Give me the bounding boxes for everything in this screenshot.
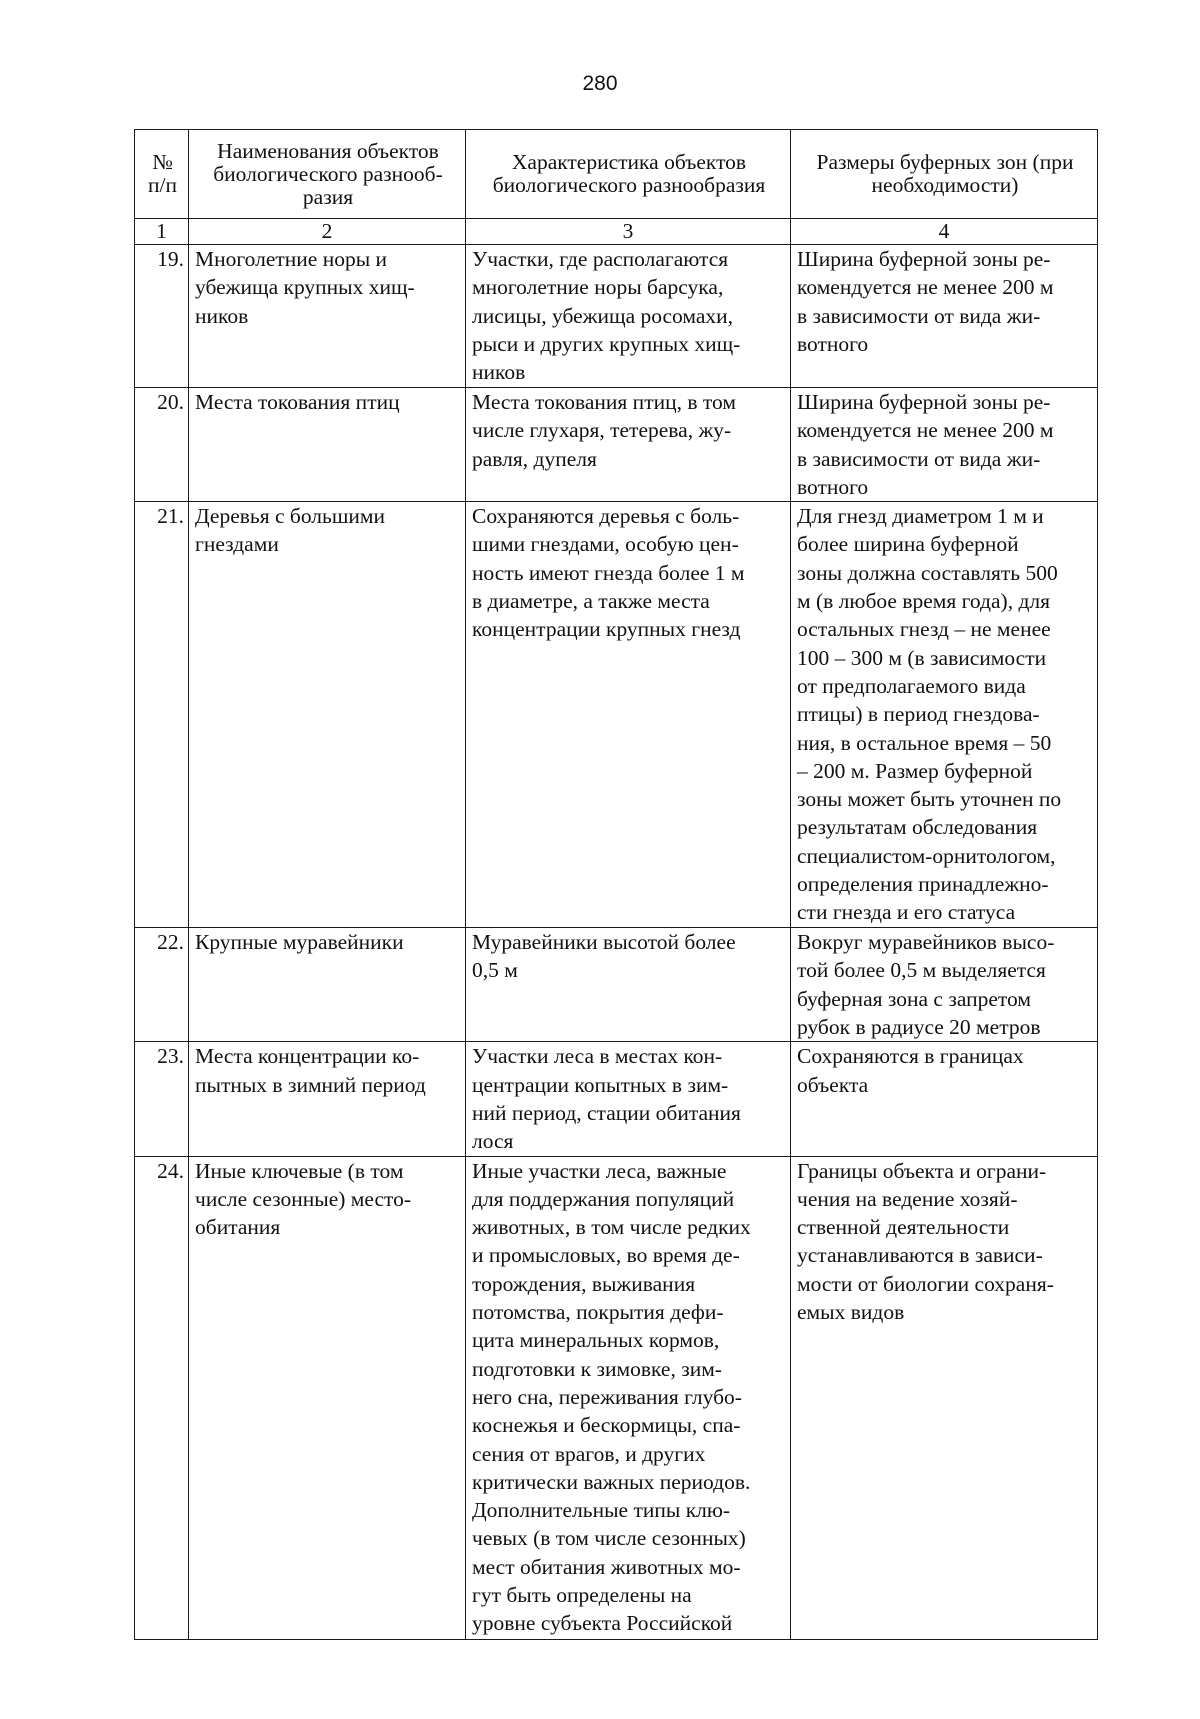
object-name: Места токования птиц [189,388,466,502]
row-number: 21. [135,502,189,928]
buffer-zone-size: Сохраняются в границах объекта [791,1042,1098,1156]
header-name: Наименования объектов биологического разнооб- разия [189,130,466,219]
row-number: 23. [135,1042,189,1156]
table-row [135,245,1098,388]
object-characteristic: Участки леса в местах кон- центрации копытных в зим- ний период, стации обитания лося [466,1042,791,1156]
row-number: 20. [135,388,189,502]
object-characteristic: Места токования птиц, в том числе глухаря, тетерева, жу- равля, дупеля [466,388,791,502]
column-number: 1 [135,219,189,245]
buffer-zone-size: Вокруг муравейников высо- той более 0,5 м выделяется буферная зона с запретом рубок в радиусе 20 метров [791,928,1098,1042]
object-name: Крупные муравейники [189,928,466,1042]
buffer-zone-size: Ширина буферной зоны ре- комендуется не менее 200 м в зависимости от вида жи- вотного [791,245,1098,388]
column-number: 2 [189,219,466,245]
row-number: 24. [135,1156,189,1639]
page-number: 280 [582,72,618,95]
row-number: 22. [135,928,189,1042]
row-number: 19. [135,245,189,388]
object-characteristic: Иные участки леса, важные для поддержания популяций животных, в том числе редких и промысловых, во время де- торождения, выживания потомства, покрытия дефи- цита минеральных кормов, подготовки к зимовке, зим- него сна, переживания глубо- коснежья и бескормицы, спа- сения от врагов, и других критически важных периодов. Дополнительные типы клю- чевых (в том числе сезонных) мест обитания животных мо- гут быть определены на уровне субъекта Российской [466,1156,791,1639]
object-name: Деревья с большими гнездами [189,502,466,928]
column-number: 4 [791,219,1098,245]
buffer-zone-size: Для гнезд диаметром 1 м и более ширина буферной зоны должна составлять 500 м (в любое время года), для остальных гнезд – не менее 100 – 300 м (в зависимости от предполагаемого вида птицы) в период гнездова- ния, в остальное время – 50 – 200 м. Размер буферной зоны может быть уточнен по результатам обследования специалистом-орнитологом, определения принадлежно- сти гнезда и его статуса [791,502,1098,928]
biodiversity-table [134,129,1098,1640]
column-number-row [135,219,1098,245]
header-buffer-size: Размеры буферных зон (при необходимости) [791,130,1098,219]
object-name: Места концентрации ко- пытных в зимний период [189,1042,466,1156]
table-row [135,928,1098,1042]
object-characteristic: Сохраняются деревья с боль- шими гнездами, особую цен- ность имеют гнезда более 1 м в диаметре, а также места концентрации крупных гнезд [466,502,791,928]
header-characteristic: Характеристика объектов биологического разнообразия [466,130,791,219]
table-row [135,388,1098,502]
table-row [135,1156,1098,1639]
table-header-row [135,130,1098,219]
table-row [135,502,1098,928]
table-row [135,1042,1098,1156]
object-name: Многолетние норы и убежища крупных хищ- ников [189,245,466,388]
object-characteristic: Муравейники высотой более 0,5 м [466,928,791,1042]
buffer-zone-size: Ширина буферной зоны ре- комендуется не менее 200 м в зависимости от вида жи- вотного [791,388,1098,502]
buffer-zone-size: Границы объекта и ограни- чения на ведение хозяй- ственной деятельности устанавливаются в зависи- мости от биологии сохраня- емых видов [791,1156,1098,1639]
column-number: 3 [466,219,791,245]
object-name: Иные ключевые (в том числе сезонные) место- обитания [189,1156,466,1639]
header-number: № п/п [135,130,189,219]
object-characteristic: Участки, где располагаются многолетние норы барсука, лисицы, убежища росомахи, рыси и других крупных хищ- ников [466,245,791,388]
